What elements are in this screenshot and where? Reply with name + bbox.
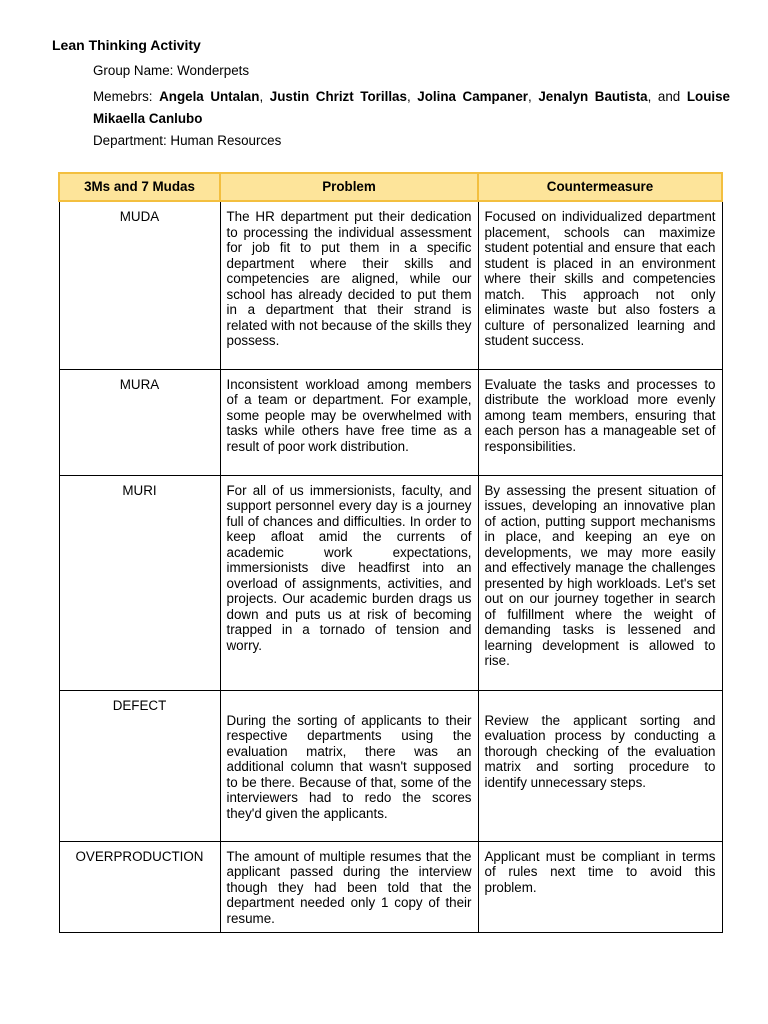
members-separator: , xyxy=(528,89,539,104)
header-countermeasure: Countermeasure xyxy=(478,173,722,201)
table-row xyxy=(59,369,722,475)
group-name-line xyxy=(93,62,249,79)
row-countermeasure: Evaluate the tasks and processes to distribute the workload more evenly among team members, ensuring that each person has a manageable set of responsibilities. xyxy=(478,369,722,475)
table-row xyxy=(59,841,722,933)
members-line xyxy=(93,86,730,130)
row-category: OVERPRODUCTION xyxy=(59,841,220,933)
row-countermeasure: Applicant must be compliant in terms of rules next time to avoid this problem. xyxy=(478,841,722,933)
member-name: Jenalyn Bautista xyxy=(538,89,648,104)
row-category: MURA xyxy=(59,369,220,475)
lean-table xyxy=(58,172,723,933)
member-name: Angela Untalan xyxy=(159,89,260,104)
document-title: Lean Thinking Activity xyxy=(52,37,201,53)
row-problem: During the sorting of applicants to their respective departments using the evaluation matrix, there was an additional column that wasn't supposed to be there. Because of that, some of the interviewers had to redo the scores they'd given the applicants. xyxy=(220,690,478,841)
members-conjunction: , and xyxy=(647,89,687,104)
group-name-value: Wonderpets xyxy=(177,63,250,78)
row-countermeasure: Review the applicant sorting and evaluation process by conducting a thorough checking of the evaluation matrix and sorting procedure to identify unnecessary steps. xyxy=(478,690,722,841)
table-row xyxy=(59,201,722,369)
table-row xyxy=(59,475,722,690)
department-label: Department: xyxy=(93,133,171,148)
row-category: MURI xyxy=(59,475,220,690)
members-separator: , xyxy=(406,89,418,104)
group-name-label: Group Name: xyxy=(93,63,178,78)
header-category: 3Ms and 7 Mudas xyxy=(59,173,220,201)
members-label: Memebrs: xyxy=(93,89,160,104)
row-problem: The HR department put their dedication to processing the individual assessment for job fit to put them in a specific department where their skills and competencies are aligned, while our school has already decided to put them in a department that their strand is related with not because of the skills they possess. xyxy=(220,201,478,369)
member-name: Jolina Campaner xyxy=(417,89,529,104)
table-header-row xyxy=(59,173,722,201)
row-problem: For all of us immersionists, faculty, and support personnel every day is a journey full of chances and difficulties. In order to keep afloat amid the currents of academic work expectations, immersionists dive headfirst into an overload of assignments, activities, and projects. Our academic burden drags us down and puts us at risk of becoming trapped in a tornado of tension and worry. xyxy=(220,475,478,690)
department-line xyxy=(93,132,281,149)
members-separator: , xyxy=(259,89,270,104)
row-problem: Inconsistent workload among members of a team or department. For example, some people may be overwhelmed with tasks while others have free time as a result of poor work distribution. xyxy=(220,369,478,475)
header-problem: Problem xyxy=(220,173,478,201)
row-category: DEFECT xyxy=(59,690,220,841)
table-row xyxy=(59,690,722,841)
member-name: Justin Chrizt Torillas xyxy=(269,89,407,104)
row-countermeasure: By assessing the present situation of issues, developing an innovative plan of action, putting support mechanisms in place, and keeping an eye on developments, we may more easily and effectively manage the challenges presented by high workloads. Let's set out on our journey together in search of fulfillment where the weight of demanding tasks is lessened and learning development is allowed to rise. xyxy=(478,475,722,690)
row-countermeasure: Focused on individualized department placement, schools can maximize student potential and ensure that each student is placed in an environment where their skills and competencies match. This approach not only eliminates waste but also fosters a culture of personalized learning and student success. xyxy=(478,201,722,369)
department-value: Human Resources xyxy=(170,133,282,148)
member-name: Louise Mikaella Canlubo xyxy=(93,89,730,126)
row-category: MUDA xyxy=(59,201,220,369)
row-problem: The amount of multiple resumes that the applicant passed during the interview though they had been told that the department needed only 1 copy of their resume. xyxy=(220,841,478,933)
